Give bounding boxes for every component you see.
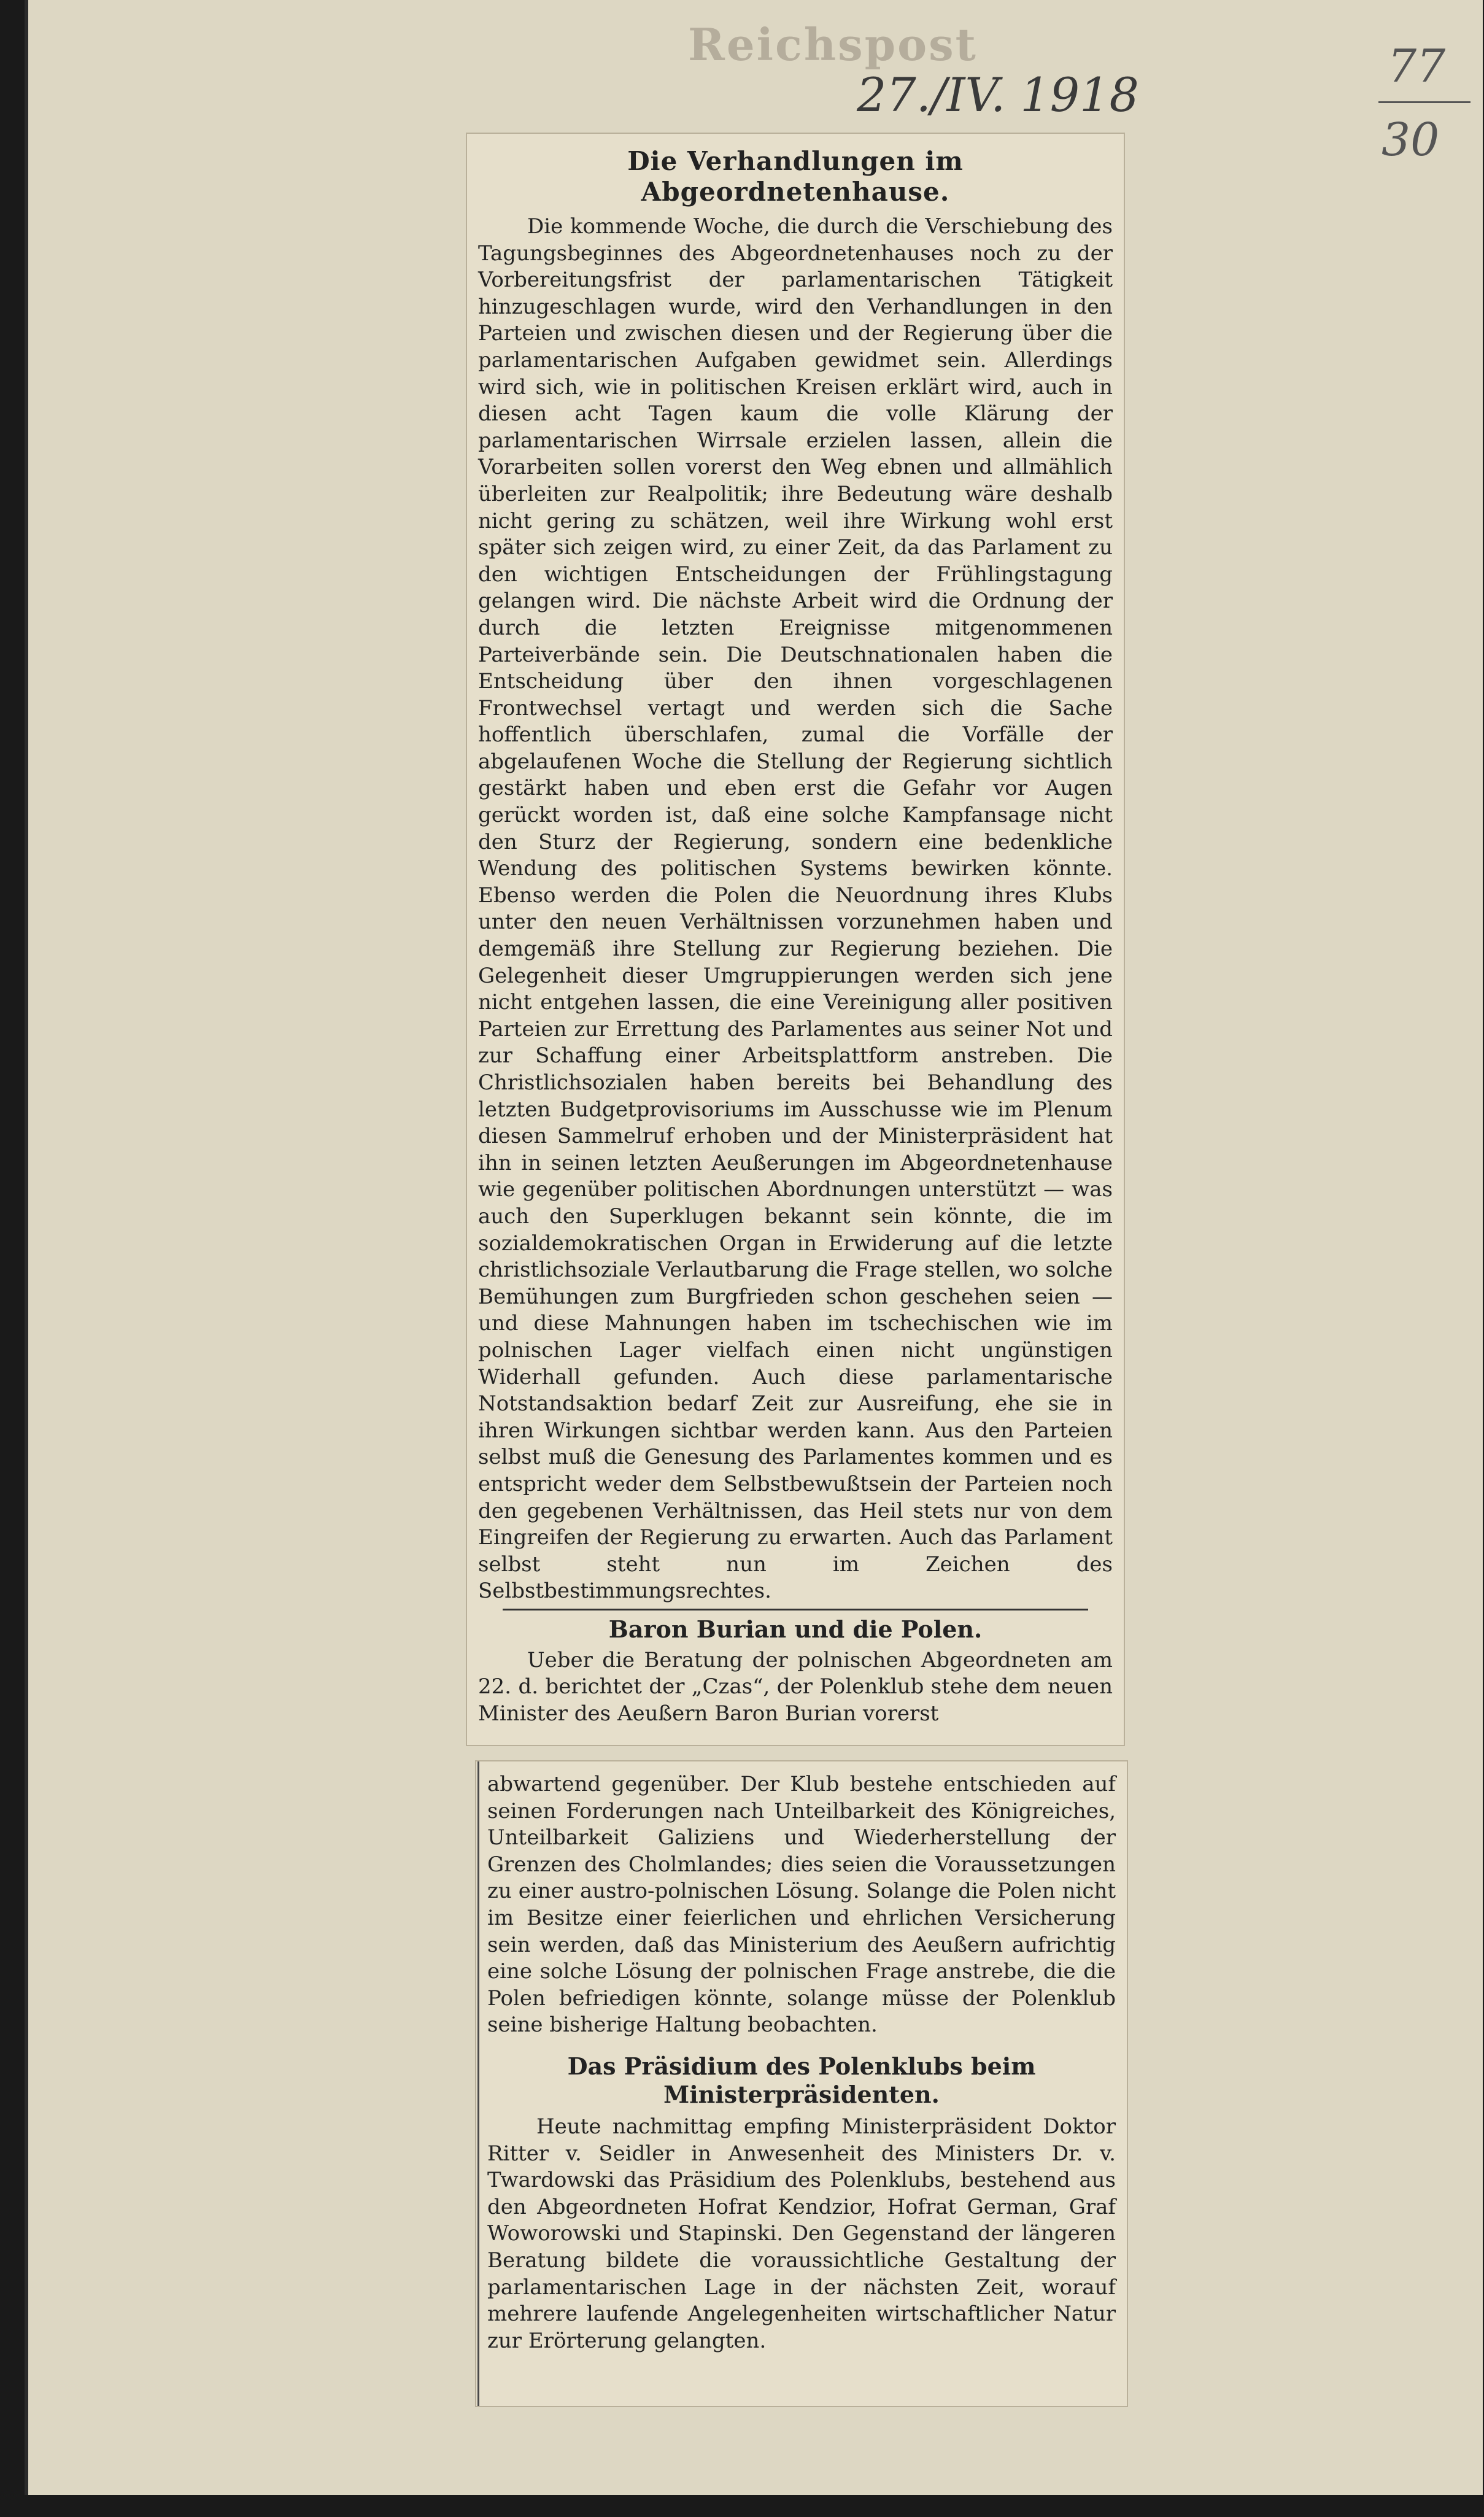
handwritten-date: 27./IV. 1918 <box>857 68 1139 122</box>
handwritten-page-number: 77 <box>1388 40 1446 93</box>
archive-sheet <box>25 0 1483 2495</box>
article-body: Die kommende Woche, die durch die Verschiebung des Tagungsbeginnes des Abgeordnetenhauses noch zu der Vorbereitungsfrist der parlamentarischen Tätigkeit hinzugeschlagen wurde, wird den Verhandlungen in den Parteien und zwischen diesen und der Regierung über die parlamentarischen Aufgaben gewidmet sein. Allerdings wird sich, wie in politischen Kreisen erklärt wird, auch in diesen acht Tagen kaum die volle Klärung der parlamentarischen Wirrsale erzielen lassen, allein die Vorarbeiten sollen vorerst den Weg ebnen und allmählich überleiten zur Realpolitik; ihre Bedeutung wäre deshalb nicht gering zu schätzen, weil ihre Wirkung wohl erst später sich zeigen wird, zu einer Zeit, da das Parlament zu den wichtigen Entscheidungen der Frühlingstagung gelangen wird. Die nächste Arbeit wird die Ordnung der durch die letzten Ereignisse mitgenommenen Parteiverbände sein. Die Deutschnationalen haben die Entscheidung über den ihnen vorgeschlagenen Frontwechsel vertagt und werden sich die Sache hoffentlich überschlafen, zumal die Vorfälle der abgelaufenen Woche die Stellung der Regierung sichtlich gestärkt haben und eben erst die Gefahr vor Augen gerückt worden ist, daß eine solche Kampfansage nicht den Sturz der Regierung, sondern eine bedenkliche Wendung des politischen Systems bewirken könnte. Ebenso werden die Polen die Neuordnung ihres Klubs unter den neuen Verhältnissen vorzunehmen haben und demgemäß ihre Stellung zur Regierung beziehen. Die Gelegenheit dieser Umgruppierungen werden sich jene nicht entgehen lassen, die eine Vereinigung aller positiven Parteien zur Errettung des Parlamentes aus seiner Not und zur Schaffung einer Arbeitsplattform anstreben. Die Christlichsozialen haben bereits bei Behandlung des letzten Budgetprovisoriums im Ausschusse wie im Plenum diesen Sammelruf erhoben und der Ministerpräsident hat ihn in seinen letzten Aeußerungen im Abgeordnetenhause wie gegenüber politischen Abordnungen unterstützt — was auch den Superklugen bekannt sein könnte, die im sozialdemokratischen Organ in Erwiderung auf die letzte christlichsoziale Verlautbarung die Frage stellen, wo solche Bemühungen zum Burgfrieden schon geschehen seien — und diese Mahnungen haben im tschechischen wie im polnischen Lager vielfach einen nicht ungünstigen Widerhall gefunden. Auch diese parlamentarische Notstandsaktion bedarf Zeit zur Ausreifung, ehe sie in ihren Wirkungen sichtbar werden kann. Aus den Parteien selbst muß die Genesung des Parlamentes kommen und es entspricht weder dem Selbstbewußtsein der Parteien noch den gegebenen Verhältnissen, das Heil stets nur von dem Eingreifen der Regierung zu erwarten. Auch das Parlament selbst steht nun im Zeichen des Selbstbestimmungsrechtes. <box>478 214 1113 1604</box>
newspaper-stamp: Reichspost <box>688 18 978 71</box>
article-headline: Das Präsidium des Polenklubs beim Ministerpräsidenten. <box>567 2052 1036 2108</box>
divider <box>477 1761 479 2406</box>
article-headline: Die Verhandlungen im Abgeordnetenhause. <box>627 146 964 207</box>
article-body: Heute nachmittag empfing Ministerpräsident Doktor Ritter v. Seidler in Anwesenheit des Ministers Dr. v. Twardowski das Präsidium des Polenklubs, bestehend aus den Abgeordneten Hofrat Kendzior, Hofrat German, Graf Woworowski und Stapinski. Den Gegenstand der längeren Beratung bildete die voraussichtliche Gestaltung der parlamentarischen Lage in der nächsten Zeit, worauf mehrere laufende Angelegenheiten wirtschaftlicher Natur zur Erörterung gelangten. <box>487 2114 1116 2353</box>
article-headline: Baron Burian und die Polen. <box>608 1615 983 1643</box>
divider <box>503 1609 1088 1610</box>
divider <box>1378 101 1470 103</box>
clipping-continuation <box>476 1761 1127 2406</box>
article-body: abwartend gegenüber. Der Klub bestehe entschieden auf seinen Forderungen nach Unteilbarkeit des Königreiches, Unteilbarkeit Galiziens und Wiederherstellung der Grenzen des Cholmlandes; dies seien die Voraussetzungen zu einer austro-polnischen Lösung. Solange die Polen nicht im Besitze einer feierlichen und ehrlichen Versicherung sein werden, daß das Ministerium des Aeußern aufrichtig eine solche Lösung der polnischen Frage anstrebe, die die Polen befriedigen könnte, solange müsse der Polenklub seine bisherige Haltung beobachten. <box>487 1772 1116 2038</box>
handwritten-secondary-number: 30 <box>1382 114 1440 166</box>
article-body: Ueber die Beratung der polnischen Abgeordneten am 22. d. berichtet der „Czas“, der Polenklub stehe dem neuen Minister des Aeußern Baron Burian vorerst <box>478 1647 1113 1726</box>
clipping-main <box>467 134 1124 1745</box>
